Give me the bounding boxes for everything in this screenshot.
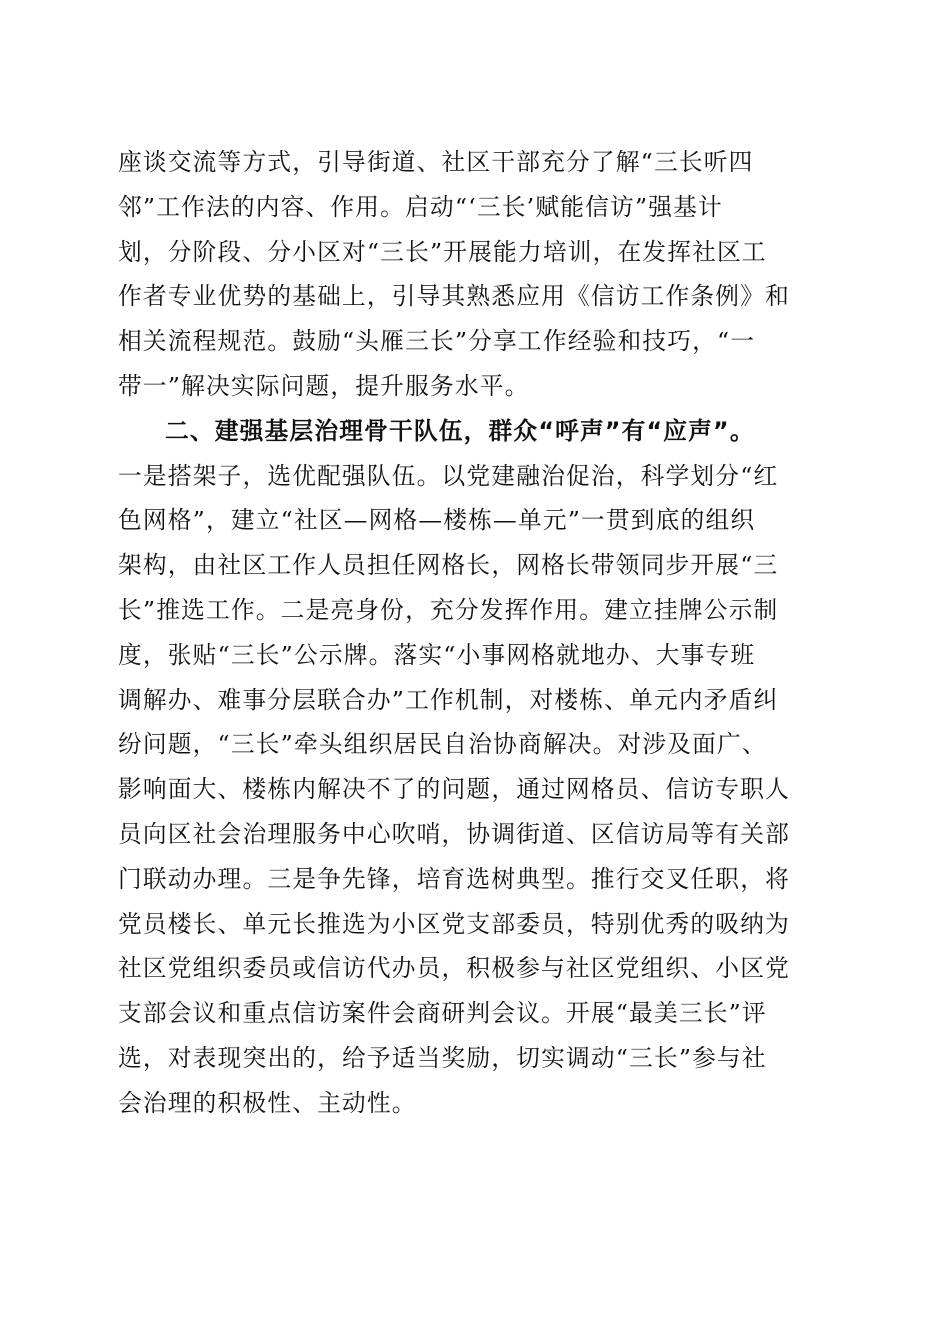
text-line: 划，分阶段、分小区对“三长”开展能力培训，在发挥社区工: [118, 237, 767, 266]
section-heading: 二、建强基层治理骨干队伍，群众“呼声”有“应声”。: [165, 416, 755, 445]
text-line: 一是搭架子，选优配强队伍。以党建融治促治，科学划分“红: [118, 461, 779, 490]
text-line: 邻”工作法的内容、作用。启动“‘三长’赋能信访”强基计: [118, 192, 723, 221]
text-line: 长”推选工作。二是亮身份，充分发挥作用。建立挂牌公示制: [118, 595, 779, 624]
text-line: 党员楼长、单元长推选为小区党支部委员，特别优秀的吸纳为: [118, 909, 790, 938]
text-line: 相关流程规范。鼓励“头雁三长”分享工作经验和技巧，“一: [118, 327, 756, 356]
text-line: 架构，由社区工作人员担任网格长，网格长带领同步开展“三: [118, 551, 779, 580]
text-line: 员向区社会治理服务中心吹哨，协调街道、区信访局等有关部: [118, 819, 790, 848]
body-text: [118, 140, 830, 1126]
text-line: 作者专业优势的基础上，引导其熟悉应用《信访工作条例》和: [118, 282, 790, 311]
text-line: 色网格”，建立“社区—网格—楼栋—单元”一贯到底的组织: [118, 506, 756, 535]
text-line: 门联动办理。三是争先锋，培育选树典型。推行交叉任职，将: [118, 864, 790, 893]
text-line: 支部会议和重点信访案件会商研判会议。开展“最美三长”评: [118, 999, 767, 1028]
text-line: 调解办、难事分层联合办”工作机制，对楼栋、单元内矛盾纠: [118, 685, 779, 714]
text-line: 影响面大、楼栋内解决不了的问题，通过网格员、信访专职人: [118, 775, 790, 804]
text-line: 选，对表现突出的，给予适当奖励，切实调动“三长”参与社: [118, 1043, 767, 1072]
text-line: 会治理的积极性、主动性。: [118, 1088, 417, 1117]
text-line: 座谈交流等方式，引导街道、社区干部充分了解“三长听四: [118, 148, 754, 176]
text-line: 度，张贴“三长”公示牌。落实“小事网格就地办、大事专班: [118, 640, 756, 669]
text-line: 社区党组织委员或信访代办员，积极参与社区党组织、小区党: [118, 954, 790, 983]
text-line: 带一”解决实际问题，提升服务水平。: [118, 371, 530, 400]
text-line: 纷问题，“三长”牵头组织居民自治协商解决。对涉及面广、: [118, 730, 767, 759]
